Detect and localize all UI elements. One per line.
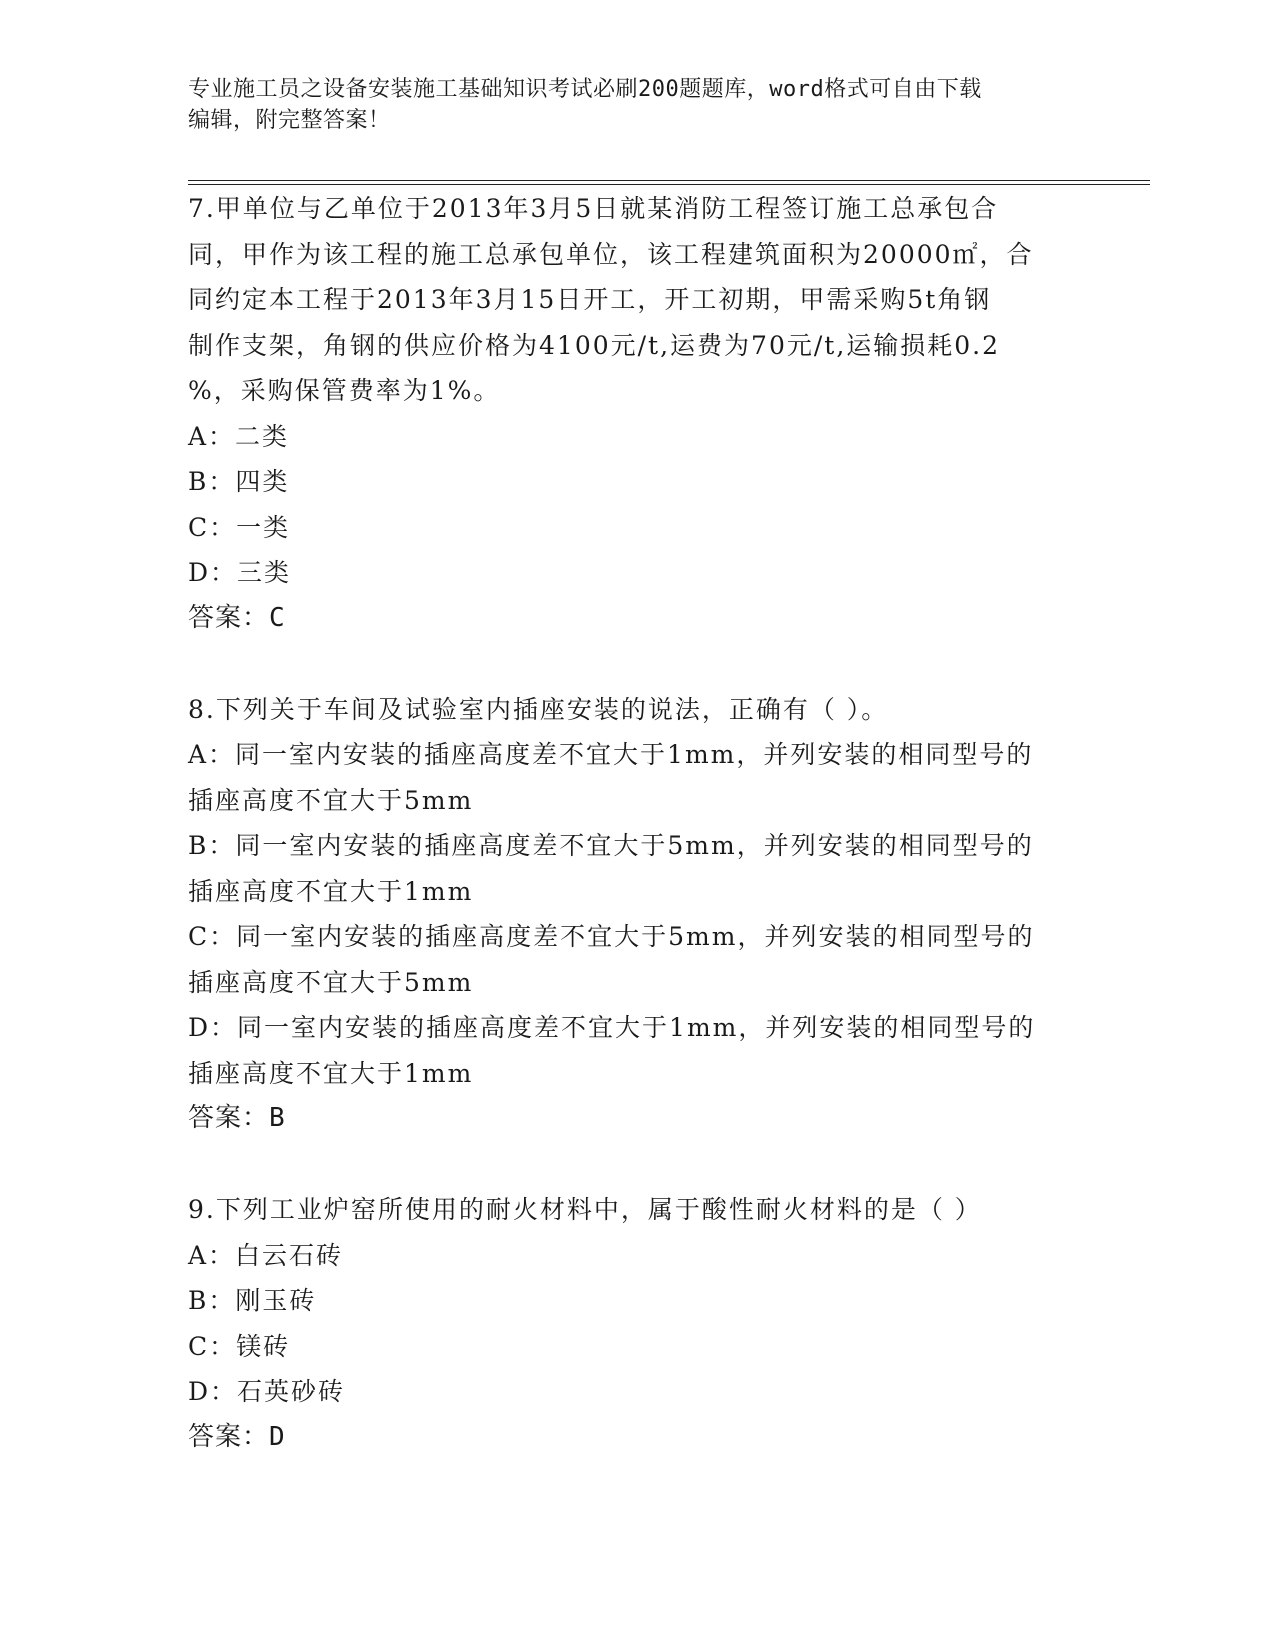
question-stem-line: 9.下列工业炉窑所使用的耐火材料中，属于酸性耐火材料的是（ ） — [188, 1195, 982, 1224]
question-list — [188, 186, 1088, 1460]
header-divider-bottom — [188, 184, 1150, 185]
answer-label: 答案：B — [188, 1103, 286, 1133]
option-d: D：石英砂砖 — [188, 1377, 346, 1406]
option-a: A：二类 — [188, 421, 290, 451]
option-c: C：同一室内安装的插座高度差不宜大于5mm，并列安装的相同型号的 — [188, 922, 1035, 951]
header-line-1: 专业施工员之设备安装施工基础知识考试必刷200题题库，word格式可自由下载 — [188, 77, 982, 102]
option-a: A：同一室内安装的插座高度差不宜大于1mm，并列安装的相同型号的 — [188, 740, 1034, 769]
question-spacer — [188, 641, 1088, 687]
option-d: D：三类 — [188, 558, 292, 587]
header-divider-top — [188, 180, 1150, 181]
option-a: A：白云石砖 — [188, 1240, 344, 1270]
option-b: B：刚玉砖 — [188, 1286, 317, 1315]
question-stem-line: 8.下列关于车间及试验室内插座安装的说法，正确有（ ）。 — [188, 694, 889, 724]
option-c-continued: 插座高度不宜大于5mm — [188, 967, 474, 997]
document-header — [188, 74, 1078, 136]
question-stem-line: 同，甲作为该工程的施工总承包单位，该工程建筑面积为20000㎡，合 — [188, 239, 1034, 269]
option-b-continued: 插座高度不宜大于1mm — [188, 876, 474, 906]
question-stem-line: 7.甲单位与乙单位于2013年3月5日就某消防工程签订施工总承包合 — [188, 194, 999, 223]
option-d: D：同一室内安装的插座高度差不宜大于1mm，并列安装的相同型号的 — [188, 1013, 1036, 1042]
option-a-continued: 插座高度不宜大于5mm — [188, 785, 474, 815]
answer-label: 答案：C — [188, 602, 286, 633]
question-stem-line: %，采购保管费率为1%。 — [188, 376, 501, 405]
option-b: B：四类 — [188, 467, 290, 496]
question-spacer — [188, 1142, 1088, 1188]
option-b: B：同一室内安装的插座高度差不宜大于5mm，并列安装的相同型号的 — [188, 831, 1034, 860]
question-9 — [188, 1187, 1088, 1460]
question-8 — [188, 687, 1088, 1142]
question-7 — [188, 186, 1088, 641]
question-stem-line: 制作支架，角钢的供应价格为4100元/t,运费为70元/t,运输损耗0.2 — [188, 330, 1001, 360]
header-line-2: 编辑，附完整答案！ — [188, 108, 391, 133]
option-c: C：镁砖 — [188, 1331, 291, 1361]
option-c: C：一类 — [188, 512, 291, 542]
option-d-continued: 插座高度不宜大于1mm — [188, 1058, 474, 1088]
answer-label: 答案：D — [188, 1421, 286, 1452]
question-stem-line: 同约定本工程于2013年3月15日开工，开工初期，甲需采购5t角钢 — [188, 285, 992, 314]
